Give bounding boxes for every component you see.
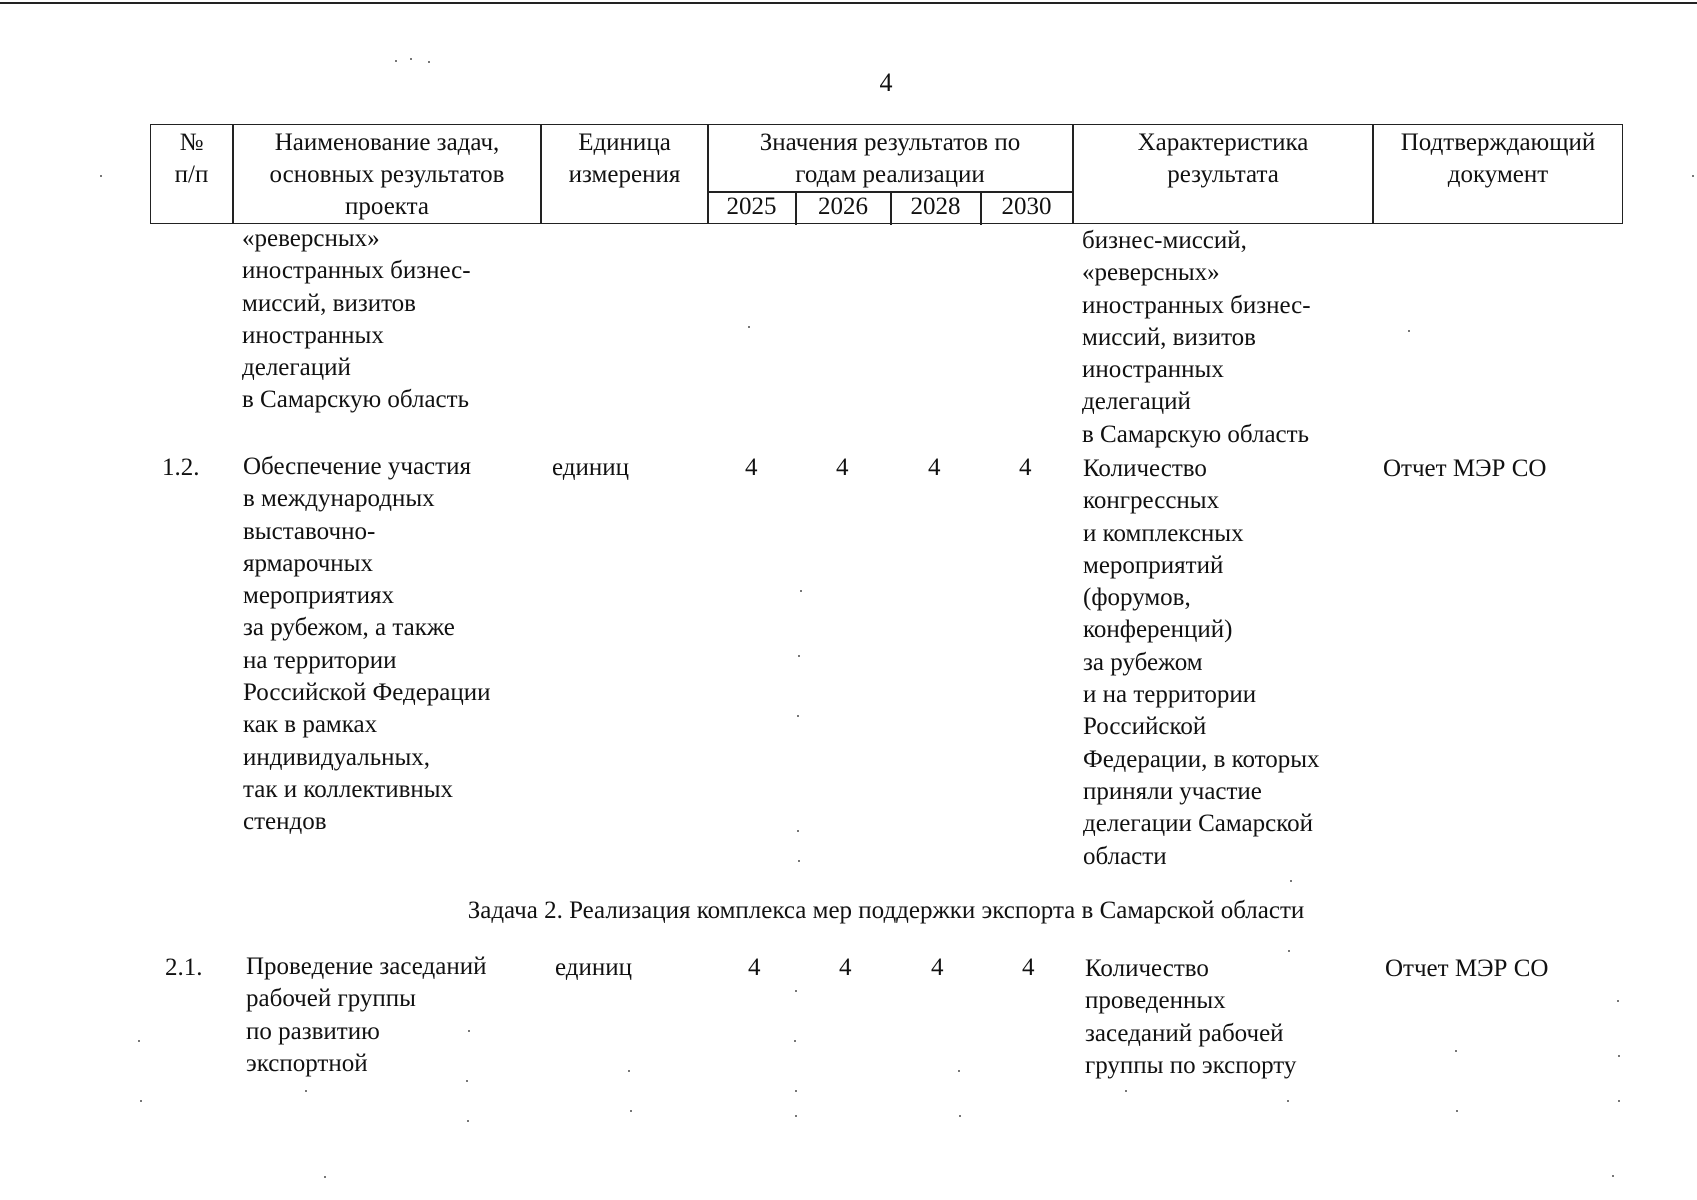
row-value-2030: 4 [1022, 954, 1035, 981]
page-number: 4 [879, 68, 893, 97]
row-value-2030: 4 [1019, 454, 1032, 481]
task-2-heading: Задача 2. Реализация комплекса мер поддержки экспорта в Самарской области [467, 897, 1305, 924]
row-value-2026: 4 [836, 454, 849, 481]
row-value-2025: 4 [745, 454, 758, 481]
header-col-document: Подтверждающий документ [1400, 129, 1596, 188]
row-value-2026: 4 [839, 954, 852, 981]
row-unit: единиц [552, 454, 630, 481]
header-col-characteristic: Характеристика результата [1137, 129, 1309, 188]
continuation-characteristic-text: бизнес-миссий, «реверсных» иностранных бизнес- миссий, визитов иностранных делегаций в Самарскую область [1082, 227, 1311, 448]
row-document: Отчет МЭР СО [1385, 955, 1549, 982]
row-value-2028: 4 [931, 954, 944, 981]
header-col-unit: Единица измерения [568, 129, 681, 188]
header-year-2030: 2030 [1001, 193, 1052, 220]
table-header [150, 124, 1623, 224]
row-document: Отчет МЭР СО [1383, 455, 1547, 482]
header-year-2025: 2025 [726, 193, 777, 220]
header-col-values: Значения результатов по годам реализации [759, 129, 1021, 188]
row-characteristic: Количество проведенных заседаний рабочей группы по экспорту [1085, 955, 1297, 1079]
row-characteristic: Количество конгрессных и комплексных мероприятий (форумов, конференций) за рубежом и на территории Российской Федерации, в которых приняли участие делегации Самарской области [1083, 455, 1320, 870]
continuation-name-text: «реверсных» иностранных бизнес- миссий, визитов иностранных делегаций в Самарскую область [242, 225, 471, 414]
header-col-number: № п/п [174, 129, 209, 188]
row-number: 2.1. [165, 954, 203, 981]
header-col-name: Наименование задач, основных результатов проекта [269, 129, 505, 220]
row-name: Обеспечение участия в международных выставочно- ярмарочных мероприятиях за рубежом, а также на территории Российской Федерации как в рамках индивидуальных, так и коллективных стендов [243, 453, 491, 836]
row-name: Проведение заседаний рабочей группы по развитию экспортной [246, 953, 487, 1077]
row-value-2025: 4 [748, 954, 761, 981]
header-year-2026: 2026 [818, 193, 868, 220]
header-year-2028: 2028 [910, 193, 961, 220]
row-unit: единиц [555, 954, 633, 981]
row-value-2028: 4 [928, 454, 941, 481]
page-top-rule [0, 2, 1697, 4]
row-number: 1.2. [162, 454, 200, 481]
